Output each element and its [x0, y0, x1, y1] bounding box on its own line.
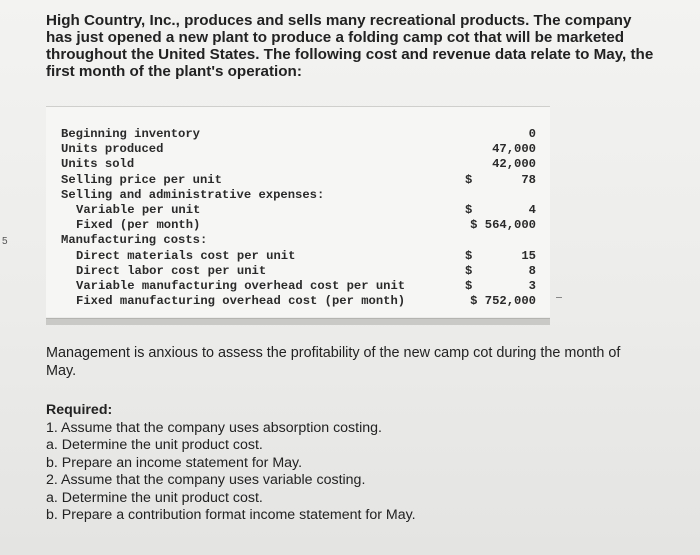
table-row: [46, 218, 550, 233]
row-dollar-sign: $: [465, 279, 473, 293]
row-value: 42,000: [492, 157, 536, 172]
row-label: Selling price per unit: [61, 172, 222, 187]
required-item: a. Determine the unit product cost.: [46, 437, 263, 453]
row-value: 4: [528, 203, 536, 217]
row-value: $ 752,000: [470, 294, 536, 309]
row-label: Selling and administrative expenses:: [61, 187, 325, 202]
required-section: [46, 402, 646, 525]
table-row: [46, 127, 550, 142]
row-label: Fixed (per month): [76, 218, 201, 233]
row-value: 78: [521, 172, 536, 187]
table-row: [46, 142, 550, 157]
row-value: $ 564,000: [470, 218, 536, 233]
table-tick-mark: [556, 297, 562, 298]
problem-intro: High Country, Inc., produces and sells many recreational products. The company has just opened a new plant to produce a folding camp cot that will be marketed throughout the United States. The following cost and revenue data relate to May, the first month of the plant's operation:: [46, 12, 654, 80]
row-label: Manufacturing costs:: [61, 233, 208, 248]
table-row: [46, 249, 550, 264]
cost-revenue-table: [46, 106, 550, 317]
table-row: [46, 264, 550, 279]
row-dollar-sign: $: [465, 263, 473, 278]
row-label: Direct labor cost per unit: [76, 263, 267, 278]
row-label: Units sold: [61, 157, 135, 172]
row-label: Beginning inventory: [61, 127, 200, 141]
row-value: 47,000: [492, 142, 536, 157]
required-item: b. Prepare an income statement for May.: [46, 454, 303, 471]
table-row: [46, 279, 550, 294]
required-item: 1. Assume that the company uses absorption costing.: [46, 419, 382, 436]
row-dollar-sign: $: [465, 248, 473, 263]
required-item: 2. Assume that the company uses variable costing.: [46, 472, 366, 488]
table-row: [46, 173, 550, 188]
margin-mark: 5: [2, 236, 8, 247]
row-dollar-sign: $: [465, 203, 473, 217]
row-value: 3: [528, 279, 536, 293]
required-heading: Required:: [46, 402, 113, 418]
row-dollar-sign: $: [465, 172, 473, 187]
table-row: [46, 233, 550, 248]
row-value: 8: [528, 263, 536, 278]
table-row: [46, 203, 550, 218]
row-label: Units produced: [61, 142, 164, 157]
table-row: [46, 157, 550, 172]
row-value: 15: [521, 248, 536, 263]
management-statement: Management is anxious to assess the profitability of the new camp cot during the month of May.: [46, 345, 621, 379]
row-value: 0: [528, 127, 536, 141]
row-label: Direct materials cost per unit: [76, 248, 296, 263]
required-item: b. Prepare a contribution format income statement for May.: [46, 507, 416, 523]
table-row: [46, 294, 550, 309]
row-label: Variable manufacturing overhead cost per unit: [76, 279, 406, 293]
table-bottom-edge: [46, 318, 550, 325]
row-label: Fixed manufacturing overhead cost (per month): [76, 294, 406, 309]
row-label: Variable per unit: [76, 203, 201, 217]
required-item: a. Determine the unit product cost.: [46, 489, 263, 506]
table-row: [46, 188, 550, 203]
